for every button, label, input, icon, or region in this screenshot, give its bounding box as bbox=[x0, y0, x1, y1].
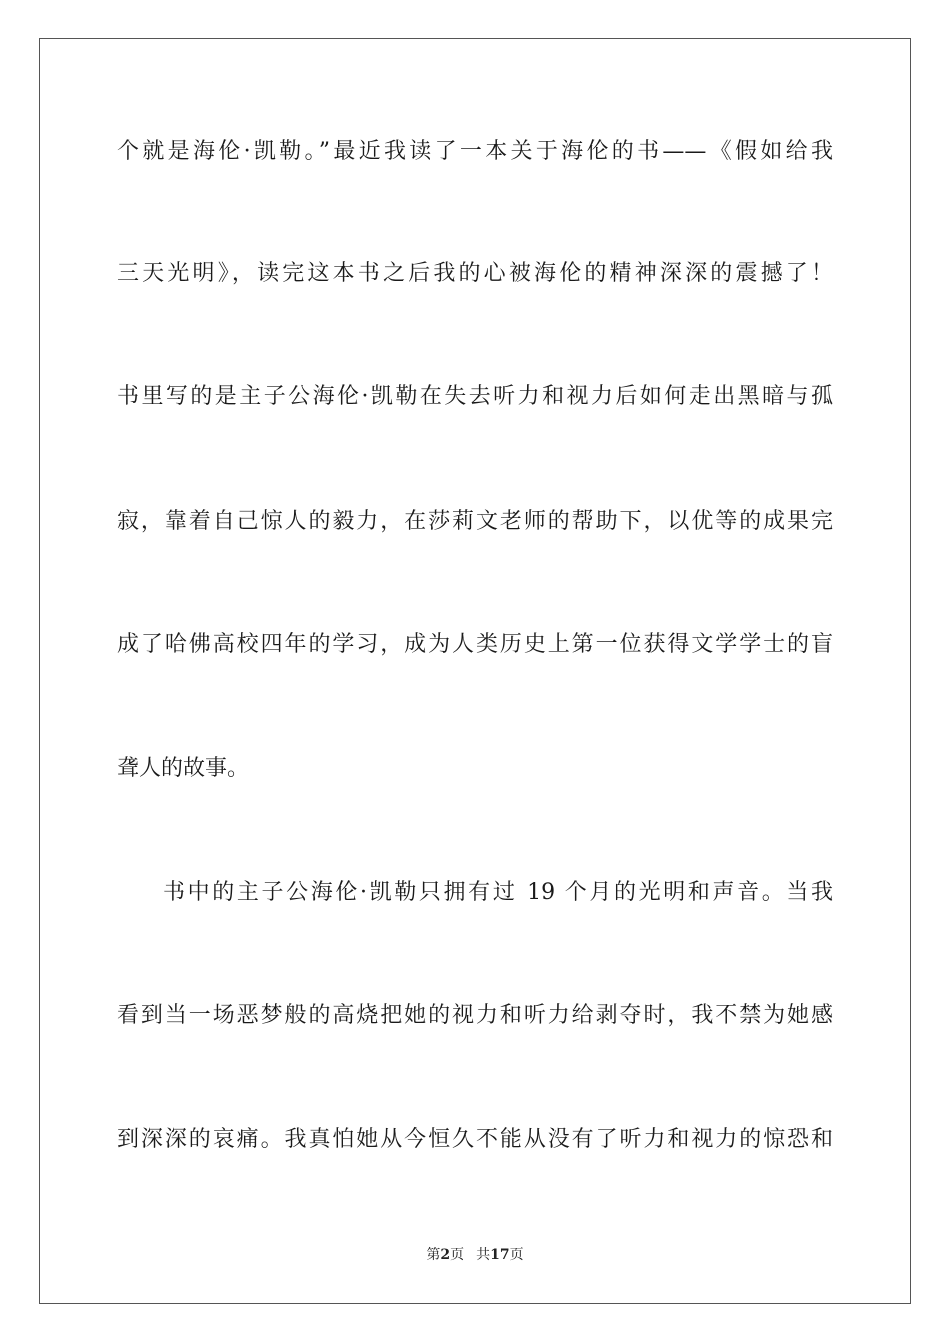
footer-total-pages: 17 bbox=[490, 1247, 510, 1263]
footer-page-number: 2 bbox=[440, 1247, 451, 1263]
paragraph-line-2: 三天光明》，读完这本书之后我的心被海伦的精神深深的震撼了！ bbox=[117, 261, 833, 286]
paragraph-line-6: 聋人的故事。 bbox=[117, 756, 250, 781]
paragraph-line-1: 个就是海伦·凯勒。”最近我读了一本关于海伦的书——《假如给我 bbox=[117, 139, 833, 164]
paragraph-line-5: 成了哈佛高校四年的学习，成为人类历史上第一位获得文学学士的盲 bbox=[117, 632, 833, 657]
footer-total-prefix: 共 bbox=[476, 1247, 491, 1263]
footer-page-suffix: 页 bbox=[450, 1247, 465, 1263]
page-footer bbox=[0, 1246, 950, 1264]
paragraph-line-8: 看到当一场恶梦般的高烧把她的视力和听力给剥夺时，我不禁为她感 bbox=[117, 1003, 833, 1028]
paragraph-line-9: 到深深的哀痛。我真怕她从今恒久不能从没有了听力和视力的惊恐和 bbox=[117, 1127, 833, 1152]
footer-total-suffix: 页 bbox=[509, 1247, 524, 1263]
paragraph-line-7: 书中的主子公海伦·凯勒只拥有过 19 个月的光明和声音。当我 bbox=[163, 880, 833, 905]
paragraph-line-4: 寂，靠着自己惊人的毅力，在莎莉文老师的帮助下，以优等的成果完 bbox=[117, 509, 833, 534]
footer-page-prefix: 第 bbox=[426, 1247, 441, 1263]
page-border bbox=[39, 38, 911, 1304]
paragraph-line-3: 书里写的是主子公海伦·凯勒在失去听力和视力后如何走出黑暗与孤 bbox=[117, 384, 833, 409]
